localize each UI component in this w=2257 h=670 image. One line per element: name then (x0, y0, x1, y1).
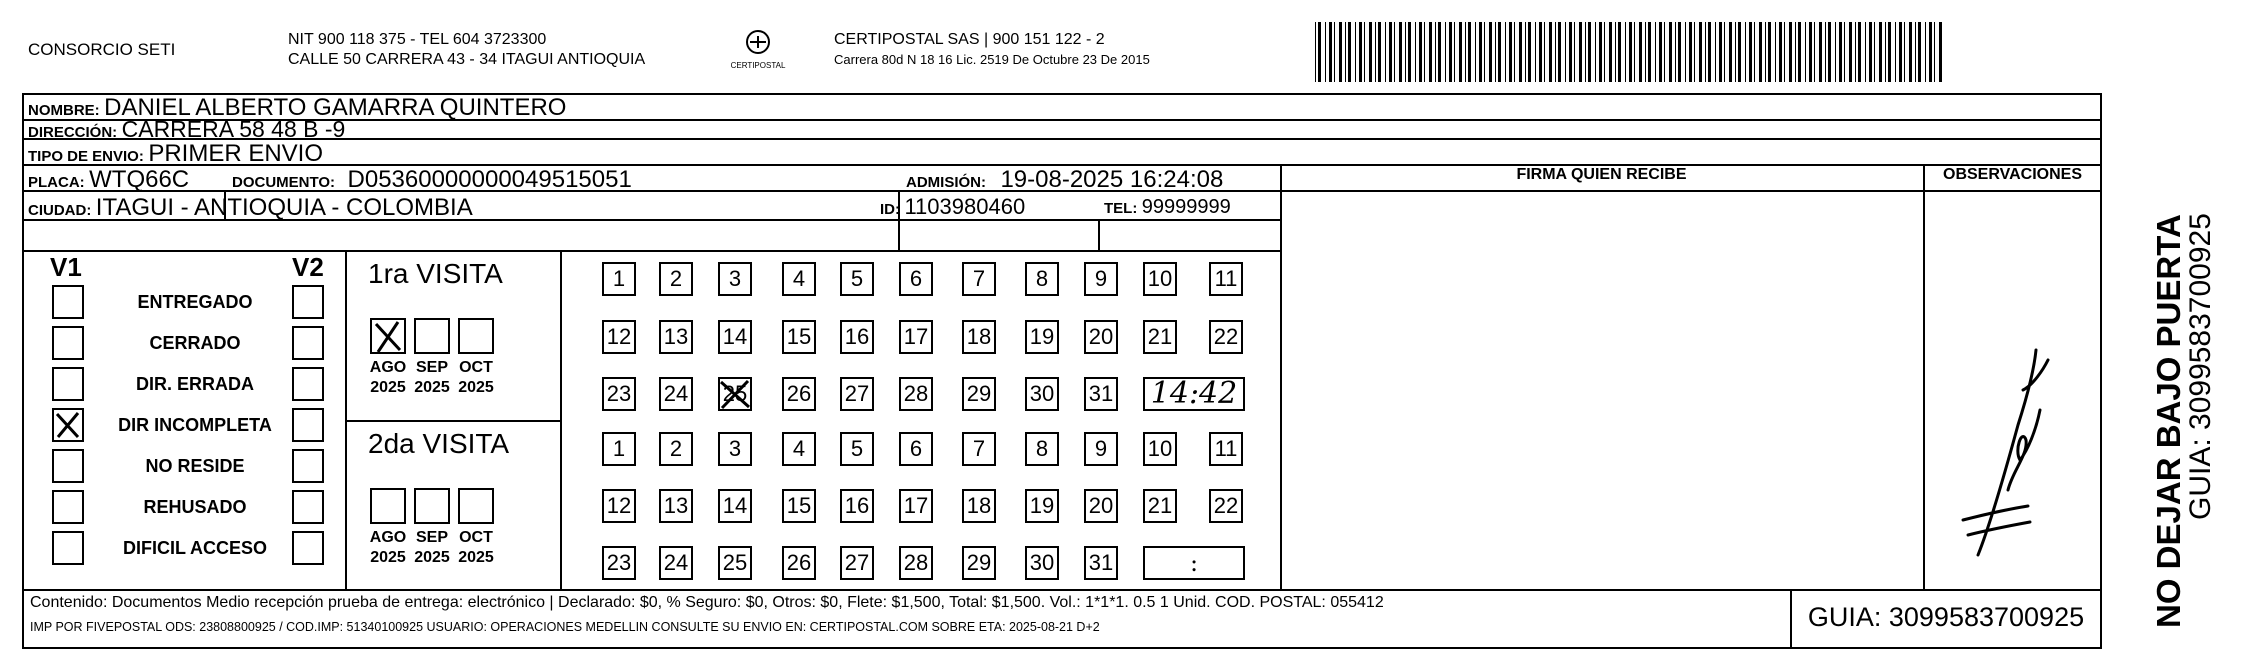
month-checkbox[interactable] (370, 488, 406, 524)
barcode-bar (1629, 22, 1632, 82)
day-box[interactable]: 25 (718, 377, 752, 411)
barcode-bar (1719, 22, 1722, 82)
v1-checkbox[interactable] (52, 490, 84, 524)
day-box[interactable]: 23 (602, 546, 636, 580)
barcode-bar (1939, 22, 1942, 82)
day-box[interactable]: 5 (840, 262, 874, 296)
barcode-bar (1325, 22, 1326, 82)
barcode-bar (1394, 22, 1395, 82)
svg-text:CERTIPOSTAL: CERTIPOSTAL (730, 61, 786, 70)
direccion-label: DIRECCIÓN: (28, 124, 118, 141)
month-name: SEP (415, 359, 448, 376)
day-box[interactable]: 11 (1209, 262, 1243, 296)
barcode-bar (1555, 22, 1556, 82)
day-box[interactable]: 6 (899, 262, 933, 296)
month-label (446, 528, 506, 568)
day-box[interactable]: 19 (1025, 489, 1059, 523)
day-box[interactable]: 14 (718, 489, 752, 523)
barcode-bar (1318, 22, 1321, 82)
v1-checkbox[interactable] (52, 531, 84, 565)
barcode-bar (1735, 22, 1736, 82)
barcode-bar (1789, 22, 1792, 82)
barcode-bar (1699, 22, 1702, 82)
barcode-bar (1745, 22, 1746, 82)
second-visit-label: 2da VISITA (368, 428, 510, 459)
barcode-bar (1839, 22, 1842, 82)
status-option-label: DIR INCOMPLETA (118, 415, 272, 435)
observaciones-header: OBSERVACIONES (1943, 166, 2082, 183)
barcode-bar (1454, 22, 1455, 82)
month-year: 2025 (414, 549, 450, 566)
barcode-bar (1505, 22, 1506, 82)
nombre-label: NOMBRE: (28, 102, 100, 119)
month-name: OCT (459, 359, 493, 376)
v1-label: V1 (50, 252, 82, 282)
day-box[interactable]: 25 (718, 546, 752, 580)
barcode-bar (1775, 22, 1776, 82)
v2-label: V2 (292, 252, 324, 282)
v2-checkbox[interactable] (292, 449, 324, 483)
day-box[interactable]: 1 (602, 432, 636, 466)
barcode-bar (1528, 22, 1531, 82)
day-box[interactable]: 16 (840, 489, 874, 523)
barcode-bar (1355, 22, 1356, 82)
day-box[interactable]: 27 (840, 377, 874, 411)
documento-value: D05360000000049515051 (347, 166, 632, 193)
month-checkbox[interactable] (414, 318, 450, 354)
day-box[interactable]: 31 (1084, 377, 1118, 411)
observation-signature (1948, 330, 2058, 570)
v2-checkbox[interactable] (292, 490, 324, 524)
month-checkbox[interactable] (458, 318, 494, 354)
day-box[interactable]: 2 (659, 262, 693, 296)
barcode-bar (1814, 22, 1815, 82)
barcode-bar (1805, 22, 1806, 82)
barcode-bar (1828, 22, 1831, 82)
barcode-bar (1408, 22, 1411, 82)
barcode-bar (1375, 22, 1376, 82)
day-box[interactable]: 20 (1084, 320, 1118, 354)
placa-label: PLACA: (28, 174, 85, 191)
barcode-bar (1784, 22, 1785, 82)
day-box[interactable]: 30 (1025, 546, 1059, 580)
documento-row (232, 166, 632, 194)
tel-label: TEL: (1104, 200, 1138, 217)
day-box[interactable]: 28 (899, 546, 933, 580)
id-row (880, 194, 1025, 220)
v1-checkbox[interactable] (52, 408, 84, 442)
barcode-bar (1849, 22, 1852, 82)
day-box[interactable]: 29 (962, 377, 996, 411)
admision-row (906, 166, 1223, 194)
month-year: 2025 (370, 549, 406, 566)
v1-checkbox[interactable] (52, 367, 84, 401)
month-name: SEP (415, 529, 448, 546)
barcode-bar (1339, 22, 1342, 82)
barcode-bar (1359, 22, 1362, 82)
day-box[interactable]: 9 (1084, 432, 1118, 466)
barcode-bar (1899, 22, 1902, 82)
barcode-bar (1645, 22, 1646, 82)
barcode-bar (1519, 22, 1522, 82)
barcode-bar (1904, 22, 1905, 82)
barcode-bar (1918, 22, 1921, 82)
nit-line: NIT 900 118 375 - TEL 604 3723300 (288, 31, 547, 48)
barcode-bar (1675, 22, 1676, 82)
day-box[interactable]: 26 (782, 377, 816, 411)
day-box[interactable]: 18 (962, 320, 996, 354)
barcode-bar (1574, 22, 1575, 82)
placa-value: WTQ66C (89, 166, 190, 193)
barcode-bar (1468, 22, 1471, 82)
barcode-bar (1378, 22, 1381, 82)
ciudad-label: CIUDAD: (28, 202, 92, 219)
day-box[interactable]: 22 (1209, 489, 1243, 523)
day-box[interactable]: 18 (962, 489, 996, 523)
month-year: 2025 (414, 379, 450, 396)
certipostal-line1: CERTIPOSTAL SAS | 900 151 122 - 2 (834, 31, 1105, 48)
barcode-bar (1648, 22, 1651, 82)
day-box[interactable]: 21 (1143, 320, 1177, 354)
day-box[interactable]: 21 (1143, 489, 1177, 523)
v1-checkbox[interactable] (52, 326, 84, 360)
day-box[interactable]: 1 (602, 262, 636, 296)
day-box[interactable]: 5 (840, 432, 874, 466)
barcode-bar (1364, 22, 1365, 82)
direccion-row (28, 116, 346, 142)
day-box[interactable]: 8 (1025, 432, 1059, 466)
barcode-bar (1869, 22, 1872, 82)
barcode-bar (1724, 22, 1725, 82)
admision-label: ADMISIÓN: (906, 174, 986, 191)
certipostal-line2: Carrera 80d N 18 16 Lic. 2519 De Octubre 23 De 2015 (834, 52, 1150, 67)
barcode-bar (1729, 22, 1732, 82)
ciudad-row (28, 194, 473, 222)
placa-row (28, 166, 189, 194)
day-box[interactable]: 13 (659, 489, 693, 523)
barcode-bar (1874, 22, 1875, 82)
barcode-bar (1579, 22, 1582, 82)
barcode-bar (1669, 22, 1672, 82)
footer-guia: GUIA: 3099583700925 (1807, 602, 2085, 632)
day-box[interactable]: 15 (782, 489, 816, 523)
barcode-bar (1424, 22, 1425, 82)
barcode-bar (1678, 22, 1681, 82)
first-visit-label: 1ra VISITA (368, 258, 503, 289)
admision-value: 19-08-2025 16:24:08 (1000, 166, 1224, 193)
barcode-bar (1438, 22, 1441, 82)
barcode-bar (1768, 22, 1771, 82)
day-box[interactable]: 17 (899, 320, 933, 354)
barcode-bar (1835, 22, 1836, 82)
day-box[interactable]: 4 (782, 432, 816, 466)
direccion-value: CARRERA 58 48 B -9 (121, 116, 346, 142)
barcode-bar (1459, 22, 1462, 82)
barcode-bar (1445, 22, 1446, 82)
v1-checkbox[interactable] (52, 285, 84, 319)
barcode-bar (1825, 22, 1826, 82)
barcode-bar (1754, 22, 1755, 82)
barcode-bar (1489, 22, 1492, 82)
barcode-bar (1495, 22, 1496, 82)
company-name: CONSORCIO SETI (28, 40, 176, 59)
tipo-row (28, 140, 323, 168)
barcode-bar (1369, 22, 1372, 82)
barcode-bar (1765, 22, 1766, 82)
status-option-label: DIFICIL ACCESO (122, 538, 267, 558)
month-name: AGO (369, 359, 407, 376)
day-box[interactable]: 28 (899, 377, 933, 411)
barcode-bar (1385, 22, 1386, 82)
v2-checkbox[interactable] (292, 367, 324, 401)
barcode-bar (1599, 22, 1602, 82)
barcode-bar (1415, 22, 1416, 82)
barcode-bar (1659, 22, 1662, 82)
barcode-bar (1895, 22, 1896, 82)
barcode-bar (1544, 22, 1545, 82)
day-box[interactable]: 17 (899, 489, 933, 523)
month-label (446, 358, 506, 398)
side-guia: GUIA: 3099583700925 (2184, 213, 2217, 520)
day-box[interactable]: 9 (1084, 262, 1118, 296)
day-box[interactable]: 2 (659, 432, 693, 466)
barcode-bar (1535, 22, 1536, 82)
month-name: AGO (369, 529, 407, 546)
barcode-bar (1858, 22, 1861, 82)
day-box[interactable]: 15 (782, 320, 816, 354)
barcode-bar (1819, 22, 1822, 82)
day-box[interactable]: 24 (659, 546, 693, 580)
barcode-bar (1625, 22, 1626, 82)
ciudad-value: ITAGUI - ANTIOQUIA - COLOMBIA (95, 194, 473, 221)
day-box[interactable]: 27 (840, 546, 874, 580)
barcode-bar (1738, 22, 1741, 82)
barcode-bar (1618, 22, 1621, 82)
status-option-label: NO RESIDE (145, 456, 245, 476)
tel-row (1104, 196, 1231, 219)
firma-header: FIRMA QUIEN RECIBE (1516, 166, 1687, 183)
barcode-bar (1465, 22, 1466, 82)
barcode-bar (1429, 22, 1432, 82)
day-box[interactable]: 13 (659, 320, 693, 354)
barcode-bar (1604, 22, 1605, 82)
day-box[interactable]: 7 (962, 262, 996, 296)
barcode-bar (1855, 22, 1856, 82)
barcode-bar (1809, 22, 1812, 82)
footer-print-line: IMP POR FIVEPOSTAL ODS: 23808800925 / COD.IMP: 51340100925 USUARIO: OPERACIONES MEDELLIN CONSULTE SU ENVIO EN: CERTIPOSTAL.COM SOBRE ETA: 2025-08-21 D+2 (30, 620, 1100, 634)
barcode-bar (1595, 22, 1596, 82)
barcode-bar (1634, 22, 1635, 82)
barcode (1315, 22, 1950, 82)
barcode-bar (1525, 22, 1526, 82)
tipo-value: PRIMER ENVIO (148, 140, 324, 167)
barcode-bar (1925, 22, 1926, 82)
day-box[interactable]: 20 (1084, 489, 1118, 523)
status-option-label: DIR. ERRADA (135, 374, 254, 394)
v2-checkbox[interactable] (292, 326, 324, 360)
barcode-bar (1588, 22, 1591, 82)
barcode-bar (1558, 22, 1561, 82)
month-checkbox[interactable] (414, 488, 450, 524)
v2-checkbox[interactable] (292, 408, 324, 442)
barcode-bar (1539, 22, 1542, 82)
day-box[interactable]: 10 (1143, 432, 1177, 466)
v1-checkbox[interactable] (52, 449, 84, 483)
day-box[interactable]: 12 (602, 320, 636, 354)
day-box[interactable]: 4 (782, 262, 816, 296)
day-box[interactable]: 24 (659, 377, 693, 411)
barcode-bar (1715, 22, 1716, 82)
id-label: ID: (880, 201, 900, 218)
tipo-label: TIPO DE ENVIO: (28, 148, 144, 165)
nombre-value: DANIEL ALBERTO GAMARRA QUINTERO (104, 94, 567, 121)
barcode-bar (1844, 22, 1845, 82)
barcode-bar (1389, 22, 1392, 82)
visit-time-box[interactable]: : (1143, 546, 1245, 580)
barcode-bar (1749, 22, 1752, 82)
day-box[interactable]: 8 (1025, 262, 1059, 296)
barcode-bar (1798, 22, 1801, 82)
barcode-bar (1585, 22, 1586, 82)
month-name: OCT (459, 529, 493, 546)
side-warning: NO DEJAR BAJO PUERTA (2150, 214, 2187, 628)
day-box[interactable]: 29 (962, 546, 996, 580)
month-year: 2025 (458, 549, 494, 566)
barcode-bar (1639, 22, 1642, 82)
barcode-bar (1879, 22, 1882, 82)
barcode-bar (1865, 22, 1866, 82)
day-box[interactable]: 16 (840, 320, 874, 354)
barcode-bar (1498, 22, 1501, 82)
month-checkbox[interactable] (458, 488, 494, 524)
barcode-bar (1759, 22, 1762, 82)
address-line: CALLE 50 CARRERA 43 - 34 ITAGUI ANTIOQUIA (288, 51, 646, 68)
barcode-bar (1915, 22, 1916, 82)
tel-value: 99999999 (1141, 196, 1231, 218)
barcode-bar (1399, 22, 1402, 82)
barcode-bar (1334, 22, 1335, 82)
barcode-bar (1705, 22, 1706, 82)
barcode-bar (1479, 22, 1482, 82)
status-option-label: CERRADO (149, 333, 241, 353)
day-box[interactable]: 30 (1025, 377, 1059, 411)
barcode-bar (1509, 22, 1512, 82)
barcode-bar (1685, 22, 1686, 82)
day-box[interactable]: 11 (1209, 432, 1243, 466)
day-box[interactable]: 26 (782, 546, 816, 580)
barcode-bar (1615, 22, 1616, 82)
barcode-bar (1569, 22, 1572, 82)
month-year: 2025 (370, 379, 406, 396)
barcode-bar (1779, 22, 1782, 82)
barcode-bar (1909, 22, 1912, 82)
status-option-label: REHUSADO (143, 497, 247, 517)
barcode-bar (1475, 22, 1476, 82)
barcode-bar (1348, 22, 1351, 82)
day-box[interactable]: 12 (602, 489, 636, 523)
barcode-bar (1689, 22, 1692, 82)
barcode-bar (1694, 22, 1695, 82)
day-box[interactable]: 3 (718, 432, 752, 466)
barcode-bar (1664, 22, 1665, 82)
id-value: 1103980460 (904, 194, 1026, 219)
day-box[interactable]: 3 (718, 262, 752, 296)
barcode-bar (1405, 22, 1406, 82)
barcode-bar (1345, 22, 1346, 82)
day-box[interactable]: 22 (1209, 320, 1243, 354)
barcode-bar (1609, 22, 1612, 82)
barcode-bar (1708, 22, 1711, 82)
barcode-bar (1885, 22, 1886, 82)
barcode-bar (1549, 22, 1552, 82)
barcode-bar (1435, 22, 1436, 82)
day-box[interactable]: 31 (1084, 546, 1118, 580)
barcode-bar (1484, 22, 1485, 82)
day-box[interactable]: 19 (1025, 320, 1059, 354)
day-box[interactable]: 23 (602, 377, 636, 411)
barcode-bar (1929, 22, 1932, 82)
barcode-bar (1795, 22, 1796, 82)
v2-checkbox[interactable] (292, 285, 324, 319)
barcode-bar (1329, 22, 1332, 82)
month-year: 2025 (458, 379, 494, 396)
barcode-bar (1655, 22, 1656, 82)
month-checkbox[interactable] (370, 318, 406, 354)
documento-label: DOCUMENTO: (232, 174, 336, 191)
day-box[interactable]: 7 (962, 432, 996, 466)
barcode-bar (1934, 22, 1935, 82)
v2-checkbox[interactable] (292, 531, 324, 565)
footer-content-line: Contenido: Documentos Medio recepción prueba de entrega: electrónico | Declarado: $0, % Seguro: $0, Otros: $0, Flete: $1,500, Total: $1,500. Vol.: 1*1*1. 0.5 1 Unid. COD. POSTAL: 055412 (30, 594, 1384, 611)
barcode-bar (1315, 22, 1316, 82)
day-box[interactable]: 6 (899, 432, 933, 466)
day-box[interactable]: 10 (1143, 262, 1177, 296)
barcode-bar (1888, 22, 1891, 82)
barcode-bar (1449, 22, 1452, 82)
certipostal-logo (728, 28, 788, 72)
status-option-label: ENTREGADO (137, 292, 253, 312)
barcode-bar (1419, 22, 1422, 82)
visit-time-box[interactable]: 14:42 (1143, 377, 1245, 411)
barcode-bar (1514, 22, 1515, 82)
day-box[interactable]: 14 (718, 320, 752, 354)
barcode-bar (1565, 22, 1566, 82)
